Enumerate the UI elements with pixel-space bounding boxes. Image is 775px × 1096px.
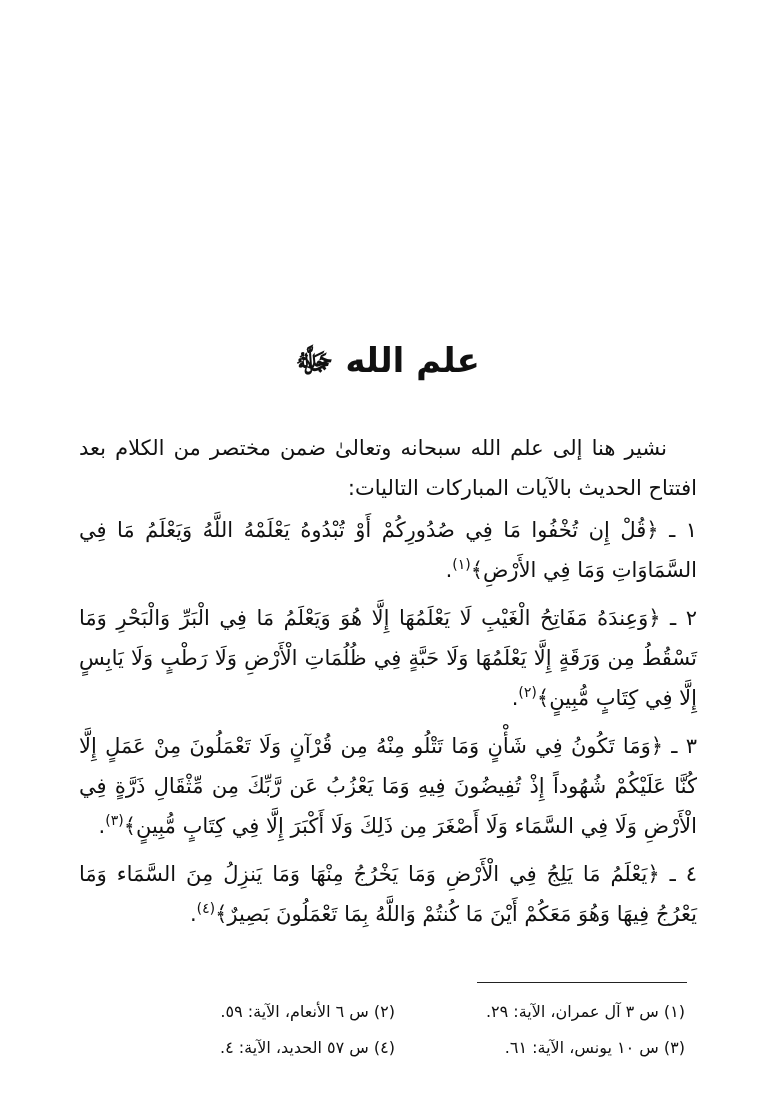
verse-2: ٢ ـ ﴿وَعِندَهُ مَفَاتِحُ الْغَيْبِ لَا يَعْلَمُهَا إِلَّا هُوَ وَيَعْلَمُ مَا فِي الْبَرِّ وَالْبَحْرِ وَمَا تَسْقُطُ مِن وَرَقَةٍ إِلَّا يَعْلَمُهَا وَلَا حَبَّةٍ فِي ظُلُمَاتِ الْأَرْضِ وَلَا رَطْبٍ وَلَا يَابِسٍ إِلَّا فِي كِتَابٍ مُّبِينٍ﴾$^{(٢)}$. xyxy=(79,606,697,710)
verse-1-text: ١ ـ ﴿قُلْ إِن تُخْفُوا مَا فِي صُدُورِكُمْ أَوْ تُبْدُوهُ يَعْلَمْهُ اللَّهُ وَيَعْلَمُ مَا فِي السَّمَاوَاتِ وَمَا فِي الأَرْضِ﴾ xyxy=(79,518,697,582)
footnote-1: (١) س ٣ آل عمران، الآية: ٢٩. xyxy=(485,1002,685,1021)
verse-3: ٣ ـ ﴿وَمَا تَكُونُ فِي شَأْنٍ وَمَا تَتْلُو مِنْهُ مِن قُرْآنٍ وَلَا تَعْمَلُونَ مِنْ عَمَلٍ إِلَّا كُنَّا عَلَيْكُمْ شُهُوداً إِذْ تُفِيضُونَ فِيهِ وَمَا يَعْزُبُ عَن رَّبِّكَ مِن مِّثْقَالِ ذَرَّةٍ فِي الْأَرْضِ وَلَا فِي السَّمَاء وَلَا أَصْغَرَ مِن ذَلِكَ وَلَا أَكْبَرَ إِلَّا فِي كِتَابٍ مُّبِينٍ﴾$^{(٣)}$. xyxy=(79,734,697,838)
footnote-4: (٤) س ٥٧ الحديد، الآية: ٤. xyxy=(220,1038,395,1057)
page-title: علم الله ﷻ xyxy=(295,341,480,381)
footnote-row xyxy=(125,1030,685,1066)
verse-3-footnote-ref: (٣) xyxy=(105,813,124,829)
verse-4: ٤ ـ ﴿يَعْلَمُ مَا يَلِجُ فِي الْأَرْضِ وَمَا يَخْرُجُ مِنْهَا وَمَا يَنزِلُ مِنَ السَّمَاء وَمَا يَعْرُجُ فِيهَا وَهُوَ مَعَكُمْ أَيْنَ مَا كُنتُمْ وَاللَّهُ بِمَا تَعْمَلُونَ بَصِيرٌ﴾$^{(٤)}$. xyxy=(79,862,697,926)
intro-paragraph: نشير هنا إلى علم الله سبحانه وتعالىٰ ضمن مختصر من الكلام بعد افتتاح الحديث بالآيات المباركات التاليات: xyxy=(79,436,697,500)
footnotes xyxy=(125,994,685,1066)
verse-1: ١ ـ ﴿قُلْ إِن تُخْفُوا مَا فِي صُدُورِكُمْ أَوْ تُبْدُوهُ يَعْلَمْهُ اللَّهُ وَيَعْلَمُ مَا فِي السَّمَاوَاتِ وَمَا فِي الأَرْضِ﴾$^{(١)}$. xyxy=(79,518,697,582)
footnote-2: (٢) س ٦ الأنعام، الآية: ٥٩. xyxy=(220,1002,395,1021)
footnote-3: (٣) س ١٠ يونس، الآية: ٦١. xyxy=(504,1038,685,1057)
verse-2-text: ٢ ـ ﴿وَعِندَهُ مَفَاتِحُ الْغَيْبِ لَا يَعْلَمُهَا إِلَّا هُوَ وَيَعْلَمُ مَا فِي الْبَرِّ وَالْبَحْرِ وَمَا تَسْقُطُ مِن وَرَقَةٍ إِلَّا يَعْلَمُهَا وَلَا حَبَّةٍ فِي ظُلُمَاتِ الْأَرْضِ وَلَا رَطْبٍ وَلَا يَابِسٍ إِلَّا فِي كِتَابٍ مُّبِينٍ﴾ xyxy=(79,606,697,710)
verse-4-footnote-ref: (٤) xyxy=(196,901,216,917)
verse-1-footnote-ref: (١) xyxy=(452,557,471,573)
footnote-row xyxy=(125,994,685,1030)
footnote-divider xyxy=(477,982,687,983)
verse-4-text: ٤ ـ ﴿يَعْلَمُ مَا يَلِجُ فِي الْأَرْضِ وَمَا يَخْرُجُ مِنْهَا وَمَا يَنزِلُ مِنَ السَّمَاء وَمَا يَعْرُجُ فِيهَا وَهُوَ مَعَكُمْ أَيْنَ مَا كُنتُمْ وَاللَّهُ بِمَا تَعْمَلُونَ بَصِيرٌ﴾ xyxy=(79,862,697,926)
verse-3-text: ٣ ـ ﴿وَمَا تَكُونُ فِي شَأْنٍ وَمَا تَتْلُو مِنْهُ مِن قُرْآنٍ وَلَا تَعْمَلُونَ مِنْ عَمَلٍ إِلَّا كُنَّا عَلَيْكُمْ شُهُوداً إِذْ تُفِيضُونَ فِيهِ وَمَا يَعْزُبُ عَن رَّبِّكَ مِن مِّثْقَالِ ذَرَّةٍ فِي الْأَرْضِ وَلَا فِي السَّمَاء وَلَا أَصْغَرَ مِن ذَلِكَ وَلَا أَكْبَرَ إِلَّا فِي كِتَابٍ مُّبِينٍ﴾ xyxy=(79,734,697,838)
body-text xyxy=(79,428,697,942)
verse-2-footnote-ref: (٢) xyxy=(518,685,537,701)
